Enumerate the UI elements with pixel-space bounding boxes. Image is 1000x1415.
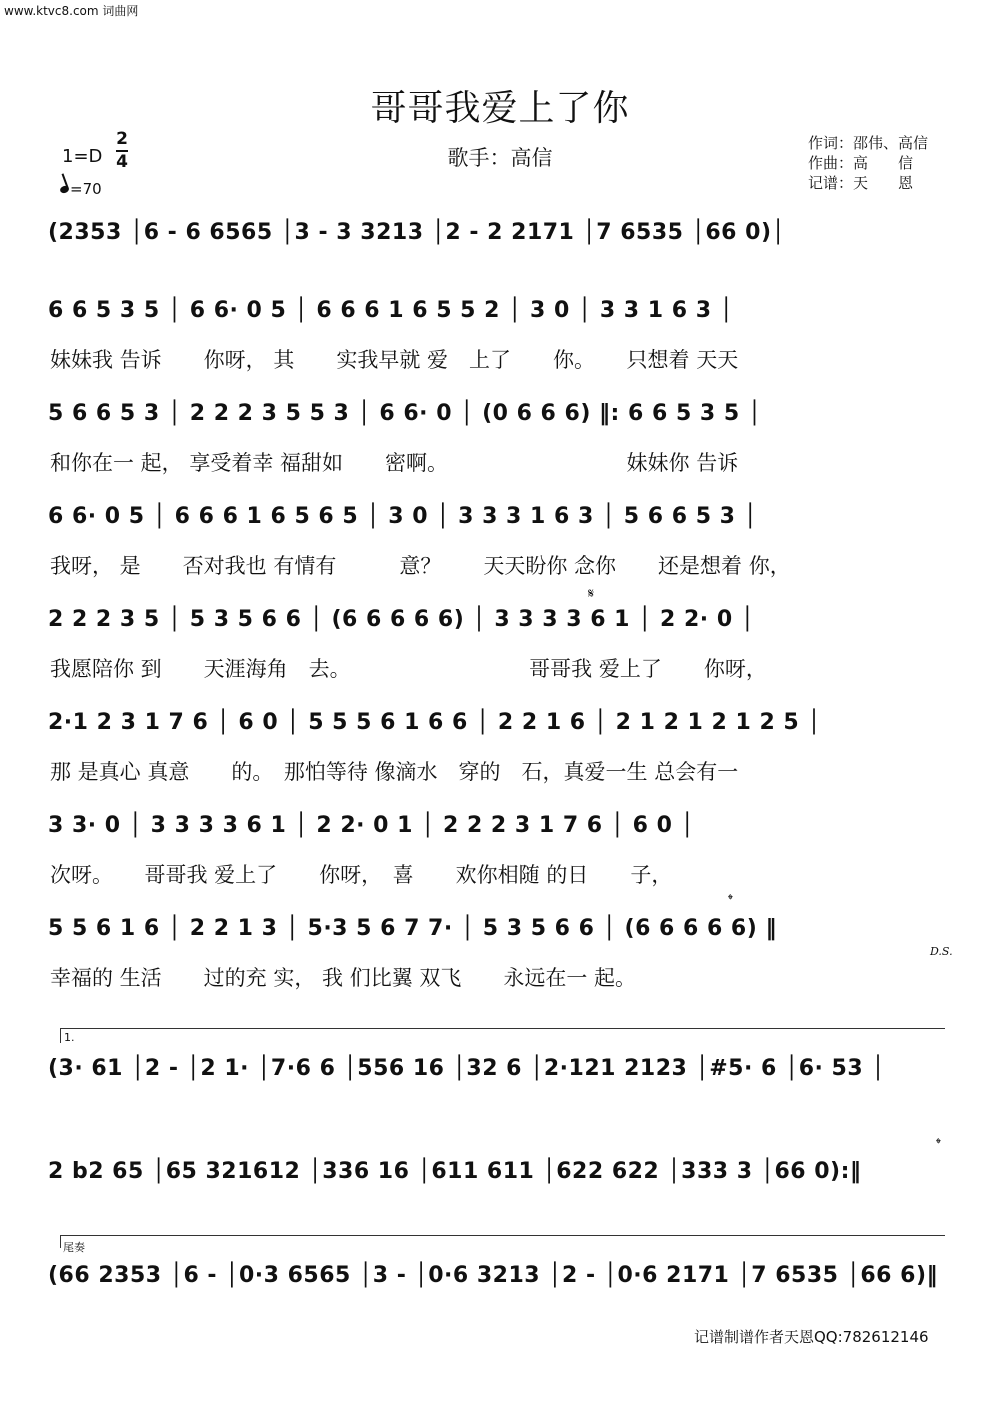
tempo-value: =70 [70,180,102,198]
time-signature [116,130,128,172]
row-notes: 2 b2 65 │65 321612 │336 16 │611 611 │622 622 │333 3 │66 0):‖ [48,1159,862,1184]
row-lyrics: 妹妹我 告诉 你呀， 其 实我早就 爱 上了 你。 只想着 天天 [50,348,739,372]
row-notes: 2·1 2 3 1 7 6 │ 6 0 │ 5 5 5 6 1 6 6 │ 2 2 1 6 │ 2 1 2 1 2 1 2 5 │ [48,710,822,735]
first-ending-bracket [60,1028,945,1043]
row-notes: (3· 61 │2 - │2 1· │7·6 6 │556 16 │32 6 │2·121 2123 │#5· 6 │6· 53 │ [48,1056,886,1081]
row-notes: 6 6· 0 5 │ 6 6 6 1 6 5 6 5 │ 3 0 │ 3 3 3 1 6 3 │ 5 6 6 5 3 │ [48,504,758,529]
transcriber: 记谱：天 恩 [808,174,914,192]
singer: 歌手：高信 [447,146,553,170]
row-notes: 5 5 6 1 6 │ 2 2 1 3 │ 5·3 5 6 7 7· │ 5 3 5 6 6 │ (6 6 6 6 6) ‖ [48,916,777,941]
row-notes: 3 3· 0 │ 3 3 3 3 6 1 │ 2 2· 0 1 │ 2 2 2 3 1 7 6 │ 6 0 │ [48,813,695,838]
row-lyrics: 那 是真心 真意 的。 那怕等待 像滴水 穿的 石，真爱一生 总会有一 [50,760,739,784]
footer-credit: 记谱制谱作者天恩QQ:782612146 [694,1328,929,1346]
key-signature: 1=D [62,146,103,167]
composer: 作曲：高 信 [808,154,914,172]
time-signature-top: 2 [116,129,128,149]
song-title: 哥哥我爱上了你 [370,88,630,129]
row-lyrics: 幸福的 生活 过的充 实， 我 们比翼 双飞 永远在一 起。 [50,966,637,990]
outro-label: 尾奏 [63,1241,85,1254]
row-notes: (2353 │6 - 6 6565 │3 - 3 3213 │2 - 2 2171 │7 6535 │66 0)│ [48,220,786,245]
row-lyrics: 和你在一 起， 享受着幸 福甜如 密啊。 妹妹你 告诉 [50,451,739,475]
coda-icon: 𝄌 [728,892,733,908]
watermark: www.ktvc8.com 词曲网 [4,4,139,18]
tempo [60,180,102,198]
row-notes: (66 2353 │6 - │0·3 6565 │3 - │0·6 3213 │2 - │0·6 2171 │7 6535 │66 6)‖ [48,1263,939,1288]
row-lyrics: 次呀。 哥哥我 爱上了 你呀， 喜 欢你相随 的日 子， [50,863,673,887]
quarter-note-icon [59,185,70,195]
volta-label: 1. [64,1031,75,1044]
time-signature-bottom: 4 [116,152,128,172]
lyricist: 作词：邵伟、高信 [808,134,929,152]
row-lyrics: 我愿陪你 到 天涯海角 去。 哥哥我 爱上了 你呀， [50,657,767,681]
segno-icon: 𝄋 [588,586,595,602]
row-notes: 2 2 2 3 5 │ 5 3 5 6 6 │ (6 6 6 6 6) │ 3 3 3 3 6 1 │ 2 2· 0 │ [48,607,755,632]
outro-bracket [60,1235,945,1254]
ds-mark: D.S. [930,945,953,958]
row-notes: 5 6 6 5 3 │ 2 2 2 3 5 5 3 │ 6 6· 0 │ (0 6 6 6) ‖: 6 6 5 3 5 │ [48,401,762,426]
row-notes: 6 6 5 3 5 │ 6 6· 0 5 │ 6 6 6 1 6 5 5 2 │ 3 0 │ 3 3 1 6 3 │ [48,298,734,323]
coda-icon: 𝄌 [936,1136,941,1152]
row-lyrics: 我呀， 是 否对我也 有情有 意？ 天天盼你 念你 还是想着 你， [50,554,791,578]
credits [808,133,928,193]
